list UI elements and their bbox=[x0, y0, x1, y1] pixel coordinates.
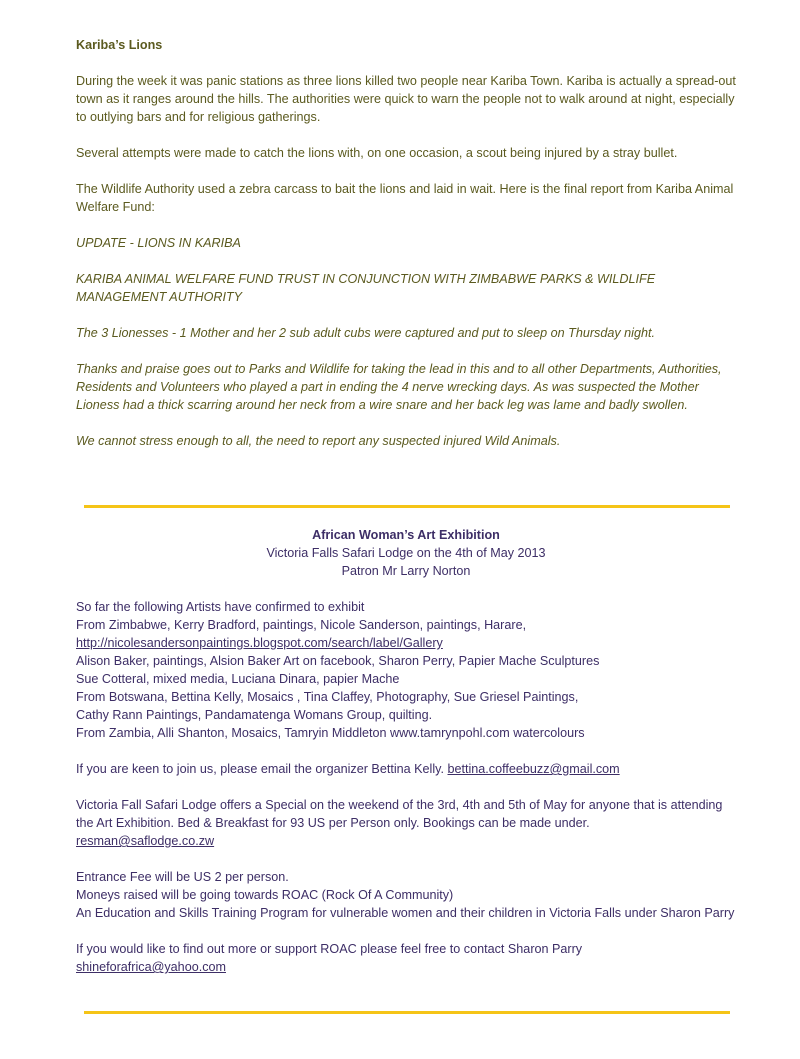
kariba-paragraph-3: The Wildlife Authority used a zebra carcass to bait the lions and laid in wait. Here is the final report from Kariba Animal Welfare Fund: bbox=[76, 182, 734, 214]
scarring-text: As was suspected the Mother Lioness had a thick scarring around her neck from a wire snare and her back leg was lame and badly swollen. bbox=[76, 380, 699, 412]
update-heading: UPDATE - LIONS IN KARIBA bbox=[76, 236, 241, 250]
lionesses-paragraph: The 3 Lionesses - 1 Mother and her 2 sub adult cubs were captured and put to sleep on Thursday night. bbox=[76, 326, 655, 340]
exhibition-venue: Victoria Falls Safari Lodge on the 4th of May 2013 bbox=[266, 546, 546, 560]
contact-paragraph bbox=[76, 940, 736, 976]
nicole-sanderson-link[interactable]: http://nicolesandersonpaintings.blogspot.com/search/label/Gallery bbox=[76, 636, 443, 650]
entrance-fee: Entrance Fee will be US 2 per person. bbox=[76, 870, 289, 884]
kariba-lions-section bbox=[76, 36, 736, 468]
zimbabwe-artists: From Zimbabwe, Kerry Bradford, paintings, Nicole Sanderson, paintings, Harare, bbox=[76, 618, 527, 632]
stress-paragraph: We cannot stress enough to all, the need to report any suspected injured Wild Animals. bbox=[76, 434, 561, 448]
kariba-paragraph-2: Several attempts were made to catch the lions with, on one occasion, a scout being injured by a stray bullet. bbox=[76, 146, 678, 160]
moneys-raised: Moneys raised will be going towards ROAC (Rock Of A Community) bbox=[76, 888, 454, 902]
thanks-paragraph bbox=[76, 360, 736, 414]
bettina-email-link[interactable]: bettina.coffeebuzz@gmail.com bbox=[447, 762, 620, 776]
join-text: If you are keen to join us, please email the organizer Bettina Kelly. bbox=[76, 762, 448, 776]
exhibition-patron: Patron Mr Larry Norton bbox=[341, 564, 471, 578]
alison-baker-line: Alison Baker, paintings, Alsion Baker Art on facebook, Sharon Perry, Papier Mache Sculptures bbox=[76, 654, 600, 668]
section-divider-top bbox=[84, 505, 730, 508]
exhibition-header bbox=[76, 526, 736, 580]
fee-paragraph bbox=[76, 868, 736, 922]
thanks-text: Thanks and praise goes out to Parks and Wildlife for taking the lead in this and to all other Departments, Authorities, Residents and Volunteers who played a part in ending the 4 nerve wrecking days. bbox=[76, 362, 722, 394]
art-exhibition-section bbox=[76, 526, 736, 994]
zambia-artists: From Zambia, Alli Shanton, Mosaics, Tamryin Middleton www.tamrynpohl.com watercolours bbox=[76, 726, 585, 740]
contact-text: If you would like to find out more or support ROAC please feel free to contact Sharon Parry bbox=[76, 942, 583, 956]
botswana-artists: From Botswana, Bettina Kelly, Mosaics , Tina Claffey, Photography, Sue Griesel Paintings, bbox=[76, 690, 579, 704]
exhibition-title: African Woman’s Art Exhibition bbox=[312, 528, 500, 542]
kariba-section-title: Kariba’s Lions bbox=[76, 38, 163, 52]
shineforafrica-email-link[interactable]: shineforafrica@yahoo.com bbox=[76, 960, 226, 974]
resman-email-link[interactable]: resman@saflodge.co.zw bbox=[76, 834, 215, 848]
trust-heading: KARIBA ANIMAL WELFARE FUND TRUST IN CONJUNCTION WITH ZIMBABWE PARKS & WILDLIFE MANAGEMENT AUTHORITY bbox=[76, 272, 656, 304]
artists-intro: So far the following Artists have confirmed to exhibit bbox=[76, 600, 365, 614]
kariba-paragraph-1: During the week it was panic stations as three lions killed two people near Kariba Town. Kariba is actually a spread-out town as it ranges around the hills. The authorities were quick to warn the people not to walk around at night, especially to outlying bars and for religious gatherings. bbox=[76, 74, 736, 124]
sue-cotteral-line: Sue Cotteral, mixed media, Luciana Dinara, papier Mache bbox=[76, 672, 400, 686]
cathy-rann-line: Cathy Rann Paintings, Pandamatenga Womans Group, quilting. bbox=[76, 708, 433, 722]
artists-list bbox=[76, 598, 736, 742]
section-divider-bottom bbox=[84, 1011, 730, 1014]
join-paragraph bbox=[76, 760, 736, 778]
special-paragraph bbox=[76, 796, 736, 850]
program-description: An Education and Skills Training Program for vulnerable women and their children in Victoria Falls under Sharon Parry bbox=[76, 906, 735, 920]
special-text: Victoria Fall Safari Lodge offers a Special on the weekend of the 3rd, 4th and 5th of May for anyone that is attending the Art Exhibition. Bed & Breakfast for 93 US per Person only. Bookings can be made under. bbox=[76, 798, 723, 830]
